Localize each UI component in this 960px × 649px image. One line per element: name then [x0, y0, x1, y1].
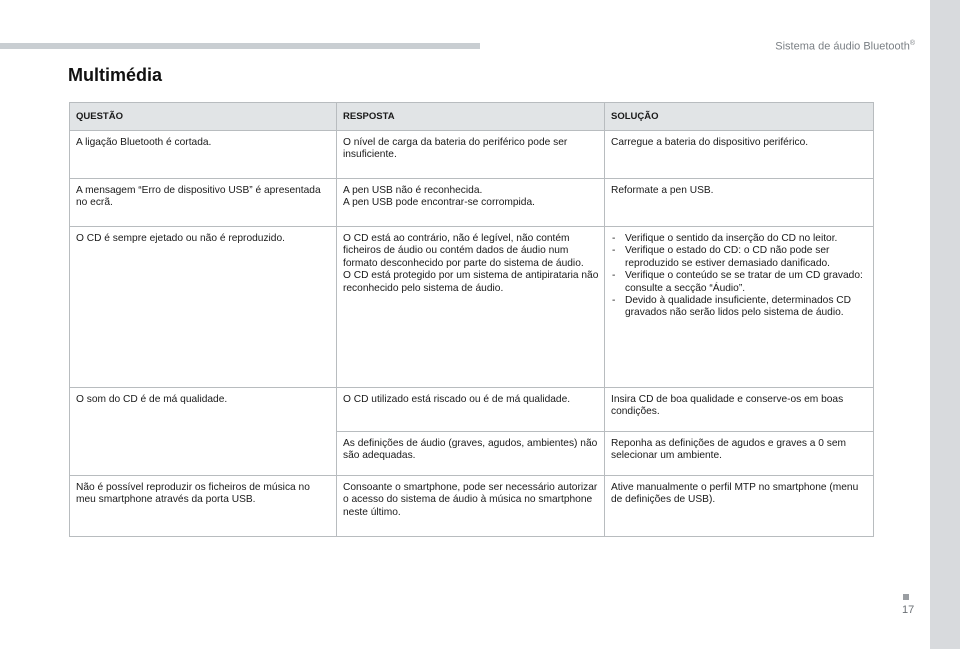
page-title: Multimédia	[68, 65, 163, 85]
page-marker-dot	[903, 594, 909, 600]
answer-line: O CD está protegido por um sistema de antipirataria não reconhecido pelo sistema de áudio.	[343, 270, 599, 294]
registered-mark: ®	[909, 40, 915, 47]
answer-line: As definições de áudio (graves, agudos, ambientes) não são adequadas.	[343, 438, 598, 462]
solution-bullet-list	[611, 233, 868, 320]
table-row	[70, 476, 874, 537]
header-answer: RESPOSTA	[337, 103, 605, 131]
question-cell: A mensagem “Erro de dispositivo USB” é apresentada no ecrã.	[70, 179, 337, 227]
answer-line: A pen USB pode encontrar-se corrompida.	[343, 197, 535, 209]
table-row	[70, 227, 874, 388]
table-row	[70, 388, 874, 432]
answer-cell	[337, 388, 605, 432]
answer-cell	[337, 131, 605, 179]
answer-line: O nível de carga da bateria do periférico pode ser insuficiente.	[343, 137, 568, 161]
solution-cell	[605, 227, 874, 388]
table-row	[70, 131, 874, 179]
question-cell: Não é possível reproduzir os ficheiros de música no meu smartphone através da porta USB.	[70, 476, 337, 537]
top-rule	[0, 43, 480, 49]
answer-cell	[337, 227, 605, 388]
answer-line: A pen USB não é reconhecida.	[343, 185, 483, 196]
solution-cell: Ative manualmente o perfil MTP no smartphone (menu de definições de USB).	[605, 476, 874, 537]
table-header-row	[70, 103, 874, 131]
answer-line: O CD está ao contrário, não é legível, não contém ficheiros de áudio ou contém dados de áudio num formato desconhecido por parte do sistema de áudio.	[343, 233, 584, 269]
solution-bullet: - Verifique o estado do CD: o CD não pode ser reproduzido se estiver demasiado danificado.	[611, 245, 868, 270]
solution-cell: Carregue a bateria do dispositivo periférico.	[605, 131, 874, 179]
table-row	[70, 179, 874, 227]
question-cell: A ligação Bluetooth é cortada.	[70, 131, 337, 179]
solution-bullet: - Verifique o sentido da inserção do CD no leitor.	[611, 233, 868, 245]
solution-cell: Reformate a pen USB.	[605, 179, 874, 227]
section-label	[775, 40, 915, 53]
answer-line: Consoante o smartphone, pode ser necessário autorizar o acesso do sistema de áudio à música no smartphone neste último.	[343, 482, 598, 518]
solution-bullet: - Devido à qualidade insuficiente, determinados CD gravados não serão lidos pelo sistema de áudio.	[611, 295, 868, 320]
side-strip	[930, 0, 960, 649]
answer-cell	[337, 432, 605, 476]
header-question: QUESTÃO	[70, 103, 337, 131]
solution-cell: Insira CD de boa qualidade e conserve-os em boas condições.	[605, 388, 874, 432]
answer-cell	[337, 179, 605, 227]
question-cell: O CD é sempre ejetado ou não é reproduzido.	[70, 227, 337, 388]
page-number: 17	[902, 604, 915, 616]
section-label-text: Sistema de áudio Bluetooth	[775, 40, 910, 53]
answer-cell	[337, 476, 605, 537]
question-cell: O som do CD é de má qualidade.	[70, 388, 337, 476]
answer-line: O CD utilizado está riscado ou é de má qualidade.	[343, 394, 571, 405]
solution-cell: Reponha as definições de agudos e graves a 0 sem selecionar um ambiente.	[605, 432, 874, 476]
header-solution: SOLUÇÃO	[605, 103, 874, 131]
solution-bullet: - Verifique o conteúdo se se tratar de um CD gravado: consulte a secção “Áudio”.	[611, 270, 868, 295]
troubleshooting-table	[69, 102, 874, 537]
